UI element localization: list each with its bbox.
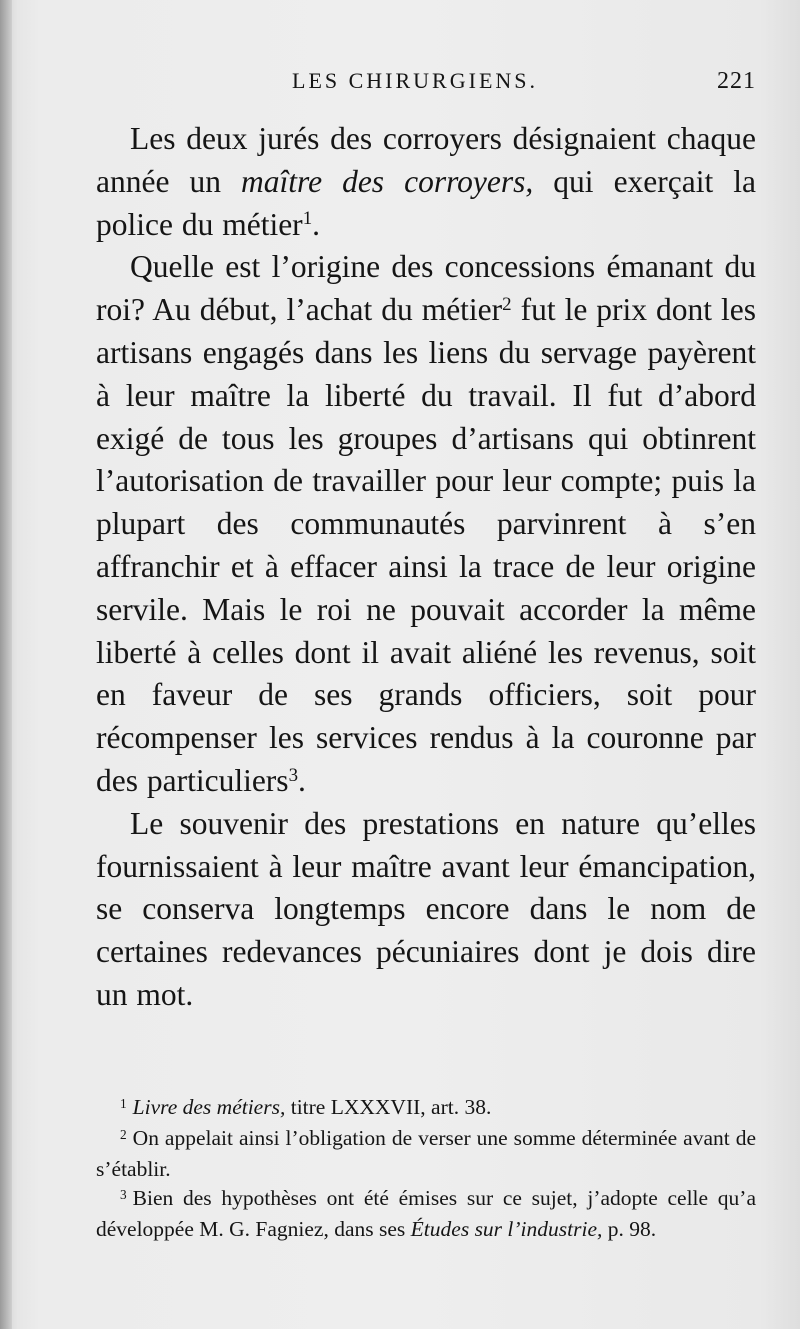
footnote-1-text: titre LXXXVII, art. 38.: [285, 1095, 492, 1119]
paragraph-2-text-a: Quelle est l’origine des concessions émanant du roi? Au début, l’achat du métier: [96, 249, 756, 328]
running-title: LES CHIRURGIENS.: [292, 68, 539, 93]
footnote-3-italic: Études sur l’industrie,: [410, 1217, 603, 1241]
footnotes: [96, 1093, 756, 1244]
footnote-1-italic: Livre des métiers,: [132, 1095, 286, 1119]
footnote-1: [96, 1093, 756, 1124]
paragraph-2-text-c: .: [298, 762, 306, 798]
footnote-1-mark: 1: [120, 1096, 127, 1112]
page-header: [96, 68, 756, 104]
paragraph-1-text-b: qui exerçait la police du métier: [96, 163, 756, 242]
footnote-2-text: On appelait ainsi l’obligation de verser une somme déterminée avant de s’établir.: [96, 1126, 756, 1181]
paragraph-2-text-b: fut le prix dont les artisans engagés dans les liens du servage payèrent à leur maître la liberté du travail. Il fut d’abord exigé de tous les groupes d’artisans qui obtinrent l’autorisation de travailler pour leur compte; puis la plupart des communautés parvinrent à s’en affranchir et à effacer ainsi la trace de leur origine servile. Mais le roi ne pouvait accorder la même liberté à celles dont il avait aliéné les revenus, soit en faveur de ses grands officiers, soit pour récompenser les services rendus à la couronne par des particuliers: [96, 292, 756, 798]
paragraph-3: [96, 803, 756, 1017]
page-number: 221: [717, 68, 756, 94]
footnote-2-mark: 2: [120, 1127, 127, 1143]
page-binding-edge: [0, 0, 12, 1329]
main-text: [96, 118, 756, 1017]
footnote-3: [96, 1184, 756, 1244]
paragraph-1-italic: maître des corroyers,: [240, 163, 534, 199]
paragraph-1-text-a: Les deux jurés des corroyers désignaient chaque année un: [96, 121, 756, 199]
footnote-3-mark: 3: [120, 1187, 127, 1203]
footnote-3-text-a: Bien des hypothèses ont été émises sur ce sujet, j’adopte celle qu’a développée M. G. Fagniez, dans ses: [96, 1186, 756, 1241]
footnote-3-text-b: p. 98.: [602, 1217, 657, 1241]
paragraph-1: [96, 118, 756, 246]
footnote-ref-3: 3: [288, 764, 299, 786]
footnote-ref-2: 2: [502, 293, 512, 315]
paragraph-2: [96, 246, 756, 802]
footnote-ref-1: 1: [302, 208, 313, 230]
paragraph-3-text: Le souvenir des prestations en nature qu’elles fournissaient à leur maître avant leur émancipation, se conserva longtemps encore dans le nom de certaines redevances pécuniaires dont je dois dire un mot.: [96, 805, 756, 1012]
paragraph-1-text-c: .: [312, 206, 321, 242]
footnote-2: [96, 1124, 756, 1184]
